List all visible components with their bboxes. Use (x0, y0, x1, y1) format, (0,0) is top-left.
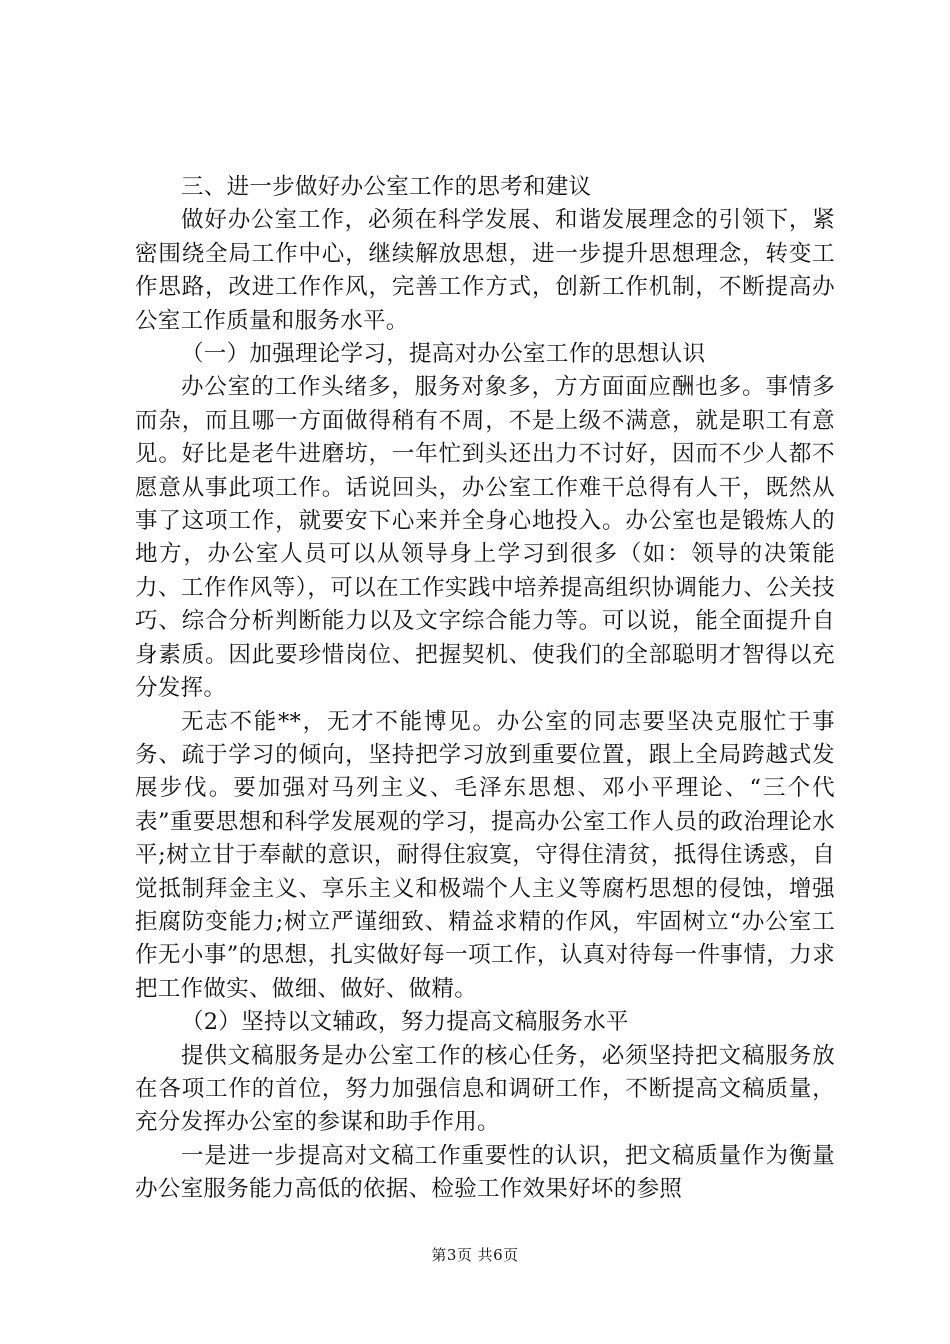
body-paragraph: 做好办公室工作，必须在科学发展、和谐发展理念的引领下，紧密围绕全局工作中心，继续解放思想，进一步提升思想理念，转变工作思路，改进工作作风，完善工作方式，创新工作机制，不断提高办公室工作质量和服务水平。 (135, 207, 835, 334)
body-paragraph: 办公室的工作头绪多，服务对象多，方方面面应酬也多。事情多而杂，而且哪一方面做得稍有不周，不是上级不满意，就是职工有意见。好比是老牛进磨坊，一年忙到头还出力不讨好，因而不少人都不愿意从事此项工作。话说回头，办公室工作难干总得有人干，既然从事了这项工作，就要安下心来并全身心地投入。办公室也是锻炼人的地方，办公室人员可以从领导身上学习到很多（如：领导的决策能力、工作作风等），可以在工作实践中培养提高组织协调能力、公关技巧、综合分析判断能力以及文字综合能力等。可以说，能全面提升自身素质。因此要珍惜岗位、把握契机、使我们的全部聪明才智得以充分发挥。 (135, 374, 835, 702)
subsection-heading: （2）坚持以文辅政，努力提高文稿服务水平 (181, 1009, 629, 1036)
body-paragraph: 无志不能**，无才不能博见。办公室的同志要坚决克服忙于事务、疏于学习的倾向，坚持把学习放到重要位置，跟上全局跨越式发展步伐。要加强对马列主义、毛泽东思想、邓小平理论、“三个代表”重要思想和科学发展观的学习，提高办公室工作人员的政治理论水平;树立甘于奉献的意识，耐得住寂寞，守得住清贫，抵得住诱惑，自觉抵制拜金主义、享乐主义和极端个人主义等腐朽思想的侵蚀，增强拒腐防变能力;树立严谨细致、精益求精的作风，牢固树立“办公室工作无小事”的思想，扎实做好每一项工作，认真对待每一件事情，力求把工作做实、做细、做好、做精。 (135, 708, 835, 1002)
document-body (135, 171, 835, 1207)
body-paragraph: 提供文稿服务是办公室工作的核心任务，必须坚持把文稿服务放在各项工作的首位，努力加强信息和调研工作，不断提高文稿质量，充分发挥办公室的参谋和助手作用。 (135, 1042, 835, 1136)
body-paragraph: 一是进一步提高对文稿工作重要性的认识，把文稿质量作为衡量办公室服务能力高低的依据、检验工作效果好坏的参照 (135, 1142, 835, 1203)
section-heading: 三、进一步做好办公室工作的思考和建议 (181, 174, 592, 200)
subsection-heading: （一）加强理论学习，提高对办公室工作的思想认识 (181, 341, 706, 368)
page-number-footer: 第3页 共6页 (431, 1246, 519, 1264)
